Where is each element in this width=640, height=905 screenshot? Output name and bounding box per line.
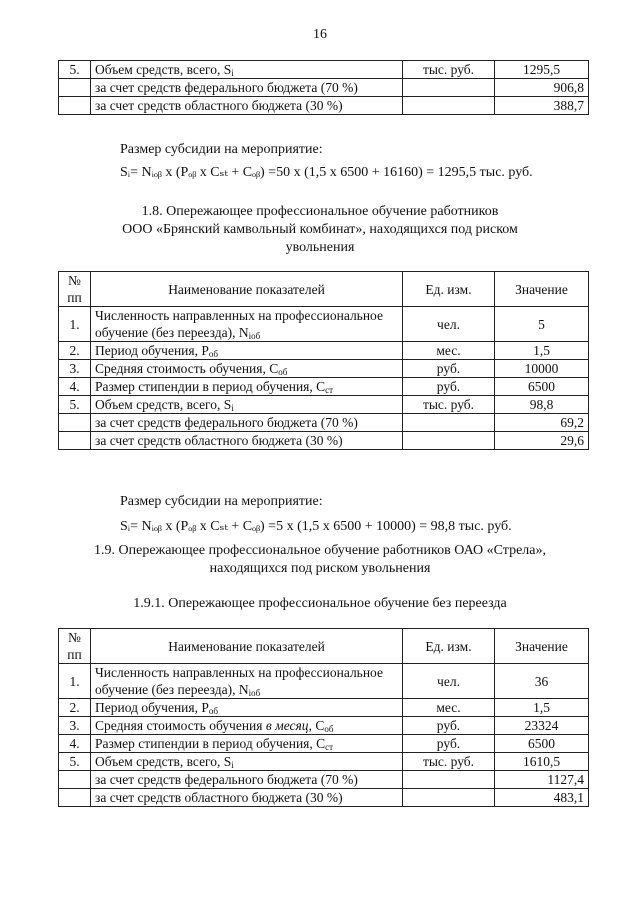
row-name [91, 664, 403, 699]
row-name [91, 342, 403, 360]
row-num: 5. [59, 753, 91, 771]
section-1-9-title-line1: 1.9. Опережающее профессиональное обучение работников ОАО «Стрела», [94, 543, 546, 558]
row-value: 98,8 [495, 396, 589, 414]
table-header-row [59, 629, 589, 664]
subsidy-label-1: Размер субсидии на мероприятие: [120, 142, 323, 157]
subsidy-formula-1: Sᵢ= Nᵢₒᵦ х (Рₒᵦ х Сₛₜ + Сₒᵦ) =50 х (1,5 х 6500 + 16160) = 1295,5 тыс. руб. [120, 165, 533, 180]
row-name-subscript: об [208, 349, 218, 359]
row-num: 2. [59, 342, 91, 360]
row-unit: тыс. руб. [403, 753, 495, 771]
row-num: 1. [59, 664, 91, 699]
table-row [59, 79, 589, 97]
row-num [59, 789, 91, 807]
row-unit [403, 414, 495, 432]
row-unit: руб. [403, 735, 495, 753]
row-name-text: за счет средств областного бюджета (30 %) [95, 433, 343, 448]
table-row [59, 307, 589, 342]
row-value: 10000 [495, 360, 589, 378]
header-unit: Ед. изм. [403, 272, 495, 307]
row-value: 6500 [495, 378, 589, 396]
header-num: № пп [59, 629, 91, 664]
row-num: 1. [59, 307, 91, 342]
row-name-subscript: i [231, 760, 234, 770]
row-name [91, 735, 403, 753]
row-num [59, 97, 91, 115]
row-name [91, 789, 403, 807]
row-num: 4. [59, 378, 91, 396]
table-header-row [59, 272, 589, 307]
subsidy-label-2: Размер субсидии на мероприятие: [120, 494, 323, 509]
row-name-text: за счет средств федерального бюджета (70 %) [95, 772, 358, 787]
row-num [59, 79, 91, 97]
row-name [91, 307, 403, 342]
table-1-9-1 [58, 628, 589, 807]
header-name: Наименование показателей [91, 629, 403, 664]
row-name-text: Средняя стоимость обучения, С [95, 361, 279, 376]
row-unit [403, 79, 495, 97]
row-num: 2. [59, 699, 91, 717]
row-unit: руб. [403, 717, 495, 735]
header-value: Значение [495, 272, 589, 307]
table-row [59, 61, 589, 79]
header-num: № пп [59, 272, 91, 307]
row-name [91, 771, 403, 789]
row-num: 5. [59, 396, 91, 414]
row-name [91, 396, 403, 414]
row-name-text: Размер стипендии в период обучения, С [95, 736, 326, 751]
header-name: Наименование показателей [91, 272, 403, 307]
section-1-9-title-line2: находящихся под риском увольнения [209, 561, 431, 576]
row-unit [403, 771, 495, 789]
row-name-text: Размер стипендии в период обучения, С [95, 379, 326, 394]
row-unit [403, 97, 495, 115]
row-num: 3. [59, 360, 91, 378]
section-1-8-title-line2: ООО «Брянский камвольный комбинат», находящихся под риском [122, 222, 518, 237]
row-unit: мес. [403, 342, 495, 360]
table-row [59, 342, 589, 360]
row-unit: руб. [403, 378, 495, 396]
row-name-italic: в месяц [265, 718, 309, 733]
row-name-subscript: iоб [248, 688, 261, 698]
row-unit [403, 432, 495, 450]
table-row [59, 717, 589, 735]
row-name-subscript: ст [325, 742, 334, 752]
table-continuation [58, 60, 589, 115]
header-value: Значение [495, 629, 589, 664]
row-value: 906,8 [495, 79, 589, 97]
table-row [59, 378, 589, 396]
table-row [59, 396, 589, 414]
table-row [59, 414, 589, 432]
row-unit: руб. [403, 360, 495, 378]
row-value: 1295,5 [495, 61, 589, 79]
subsidy-formula-2: Sᵢ= Nᵢₒᵦ х (Рₒᵦ х Сₛₜ + Сₒᵦ) =5 х (1,5 х 6500 + 10000) = 98,8 тыс. руб. [120, 519, 512, 534]
row-name-text: Период обучения, Р [95, 700, 209, 715]
row-name-text: Объем средств, всего, S [95, 397, 232, 412]
table-row [59, 771, 589, 789]
row-value: 388,7 [495, 97, 589, 115]
row-value: 483,1 [495, 789, 589, 807]
table-row [59, 664, 589, 699]
row-value: 1610,5 [495, 753, 589, 771]
row-value: 69,2 [495, 414, 589, 432]
table-row [59, 735, 589, 753]
table-row [59, 699, 589, 717]
row-name [91, 699, 403, 717]
row-unit: чел. [403, 307, 495, 342]
row-name-text: за счет средств федерального бюджета (70 %) [95, 415, 358, 430]
row-name [91, 97, 403, 115]
table-row [59, 753, 589, 771]
row-name [91, 79, 403, 97]
row-name [91, 360, 403, 378]
row-name-subscript: iоб [248, 331, 261, 341]
row-name-text: за счет средств областного бюджета (30 %) [95, 98, 343, 113]
table-row [59, 789, 589, 807]
row-name-tail: , С [308, 718, 325, 733]
row-unit: мес. [403, 699, 495, 717]
row-name-subscript: об [208, 706, 218, 716]
section-1-9-1-title: 1.9.1. Опережающее профессиональное обучение без переезда [133, 596, 507, 611]
section-1-8-title-line1: 1.8. Опережающее профессиональное обучение работников [141, 204, 499, 219]
row-value: 1,5 [495, 699, 589, 717]
table-row [59, 97, 589, 115]
row-name [91, 414, 403, 432]
row-unit: чел. [403, 664, 495, 699]
row-name-subscript: об [278, 367, 288, 377]
row-value: 23324 [495, 717, 589, 735]
row-unit: тыс. руб. [403, 396, 495, 414]
row-name [91, 378, 403, 396]
row-num: 5. [59, 61, 91, 79]
row-name-text: Численность направленных на профессиональное обучение (без переезда), N [95, 308, 383, 340]
row-name-subscript: об [324, 724, 334, 734]
row-value: 1,5 [495, 342, 589, 360]
row-name-text: Объем средств, всего, S [95, 754, 232, 769]
row-num: 4. [59, 735, 91, 753]
row-value: 6500 [495, 735, 589, 753]
row-name [91, 432, 403, 450]
row-value: 1127,4 [495, 771, 589, 789]
row-name-text: Объем средств, всего, S [95, 62, 232, 77]
row-num [59, 414, 91, 432]
row-num [59, 432, 91, 450]
table-1-8 [58, 271, 589, 450]
row-name-text: за счет средств федерального бюджета (70 %) [95, 80, 358, 95]
row-name-text: Средняя стоимость обучения [95, 718, 266, 733]
row-name-text: за счет средств областного бюджета (30 %) [95, 790, 343, 805]
row-value: 36 [495, 664, 589, 699]
row-name-subscript: ст [325, 385, 334, 395]
row-name [91, 753, 403, 771]
header-unit: Ед. изм. [403, 629, 495, 664]
row-name-subscript: i [231, 403, 234, 413]
page-number: 16 [313, 27, 327, 42]
section-1-8-title-line3: увольнения [285, 240, 355, 255]
row-unit [403, 789, 495, 807]
row-name [91, 61, 403, 79]
row-name-text: Численность направленных на профессиональное обучение (без переезда), N [95, 665, 383, 697]
table-row [59, 432, 589, 450]
row-name-text: Период обучения, Р [95, 343, 209, 358]
row-unit: тыс. руб. [403, 61, 495, 79]
row-num [59, 771, 91, 789]
row-name [91, 717, 403, 735]
row-value: 5 [495, 307, 589, 342]
row-value: 29,6 [495, 432, 589, 450]
row-num: 3. [59, 717, 91, 735]
row-name-subscript: i [231, 68, 234, 78]
table-row [59, 360, 589, 378]
